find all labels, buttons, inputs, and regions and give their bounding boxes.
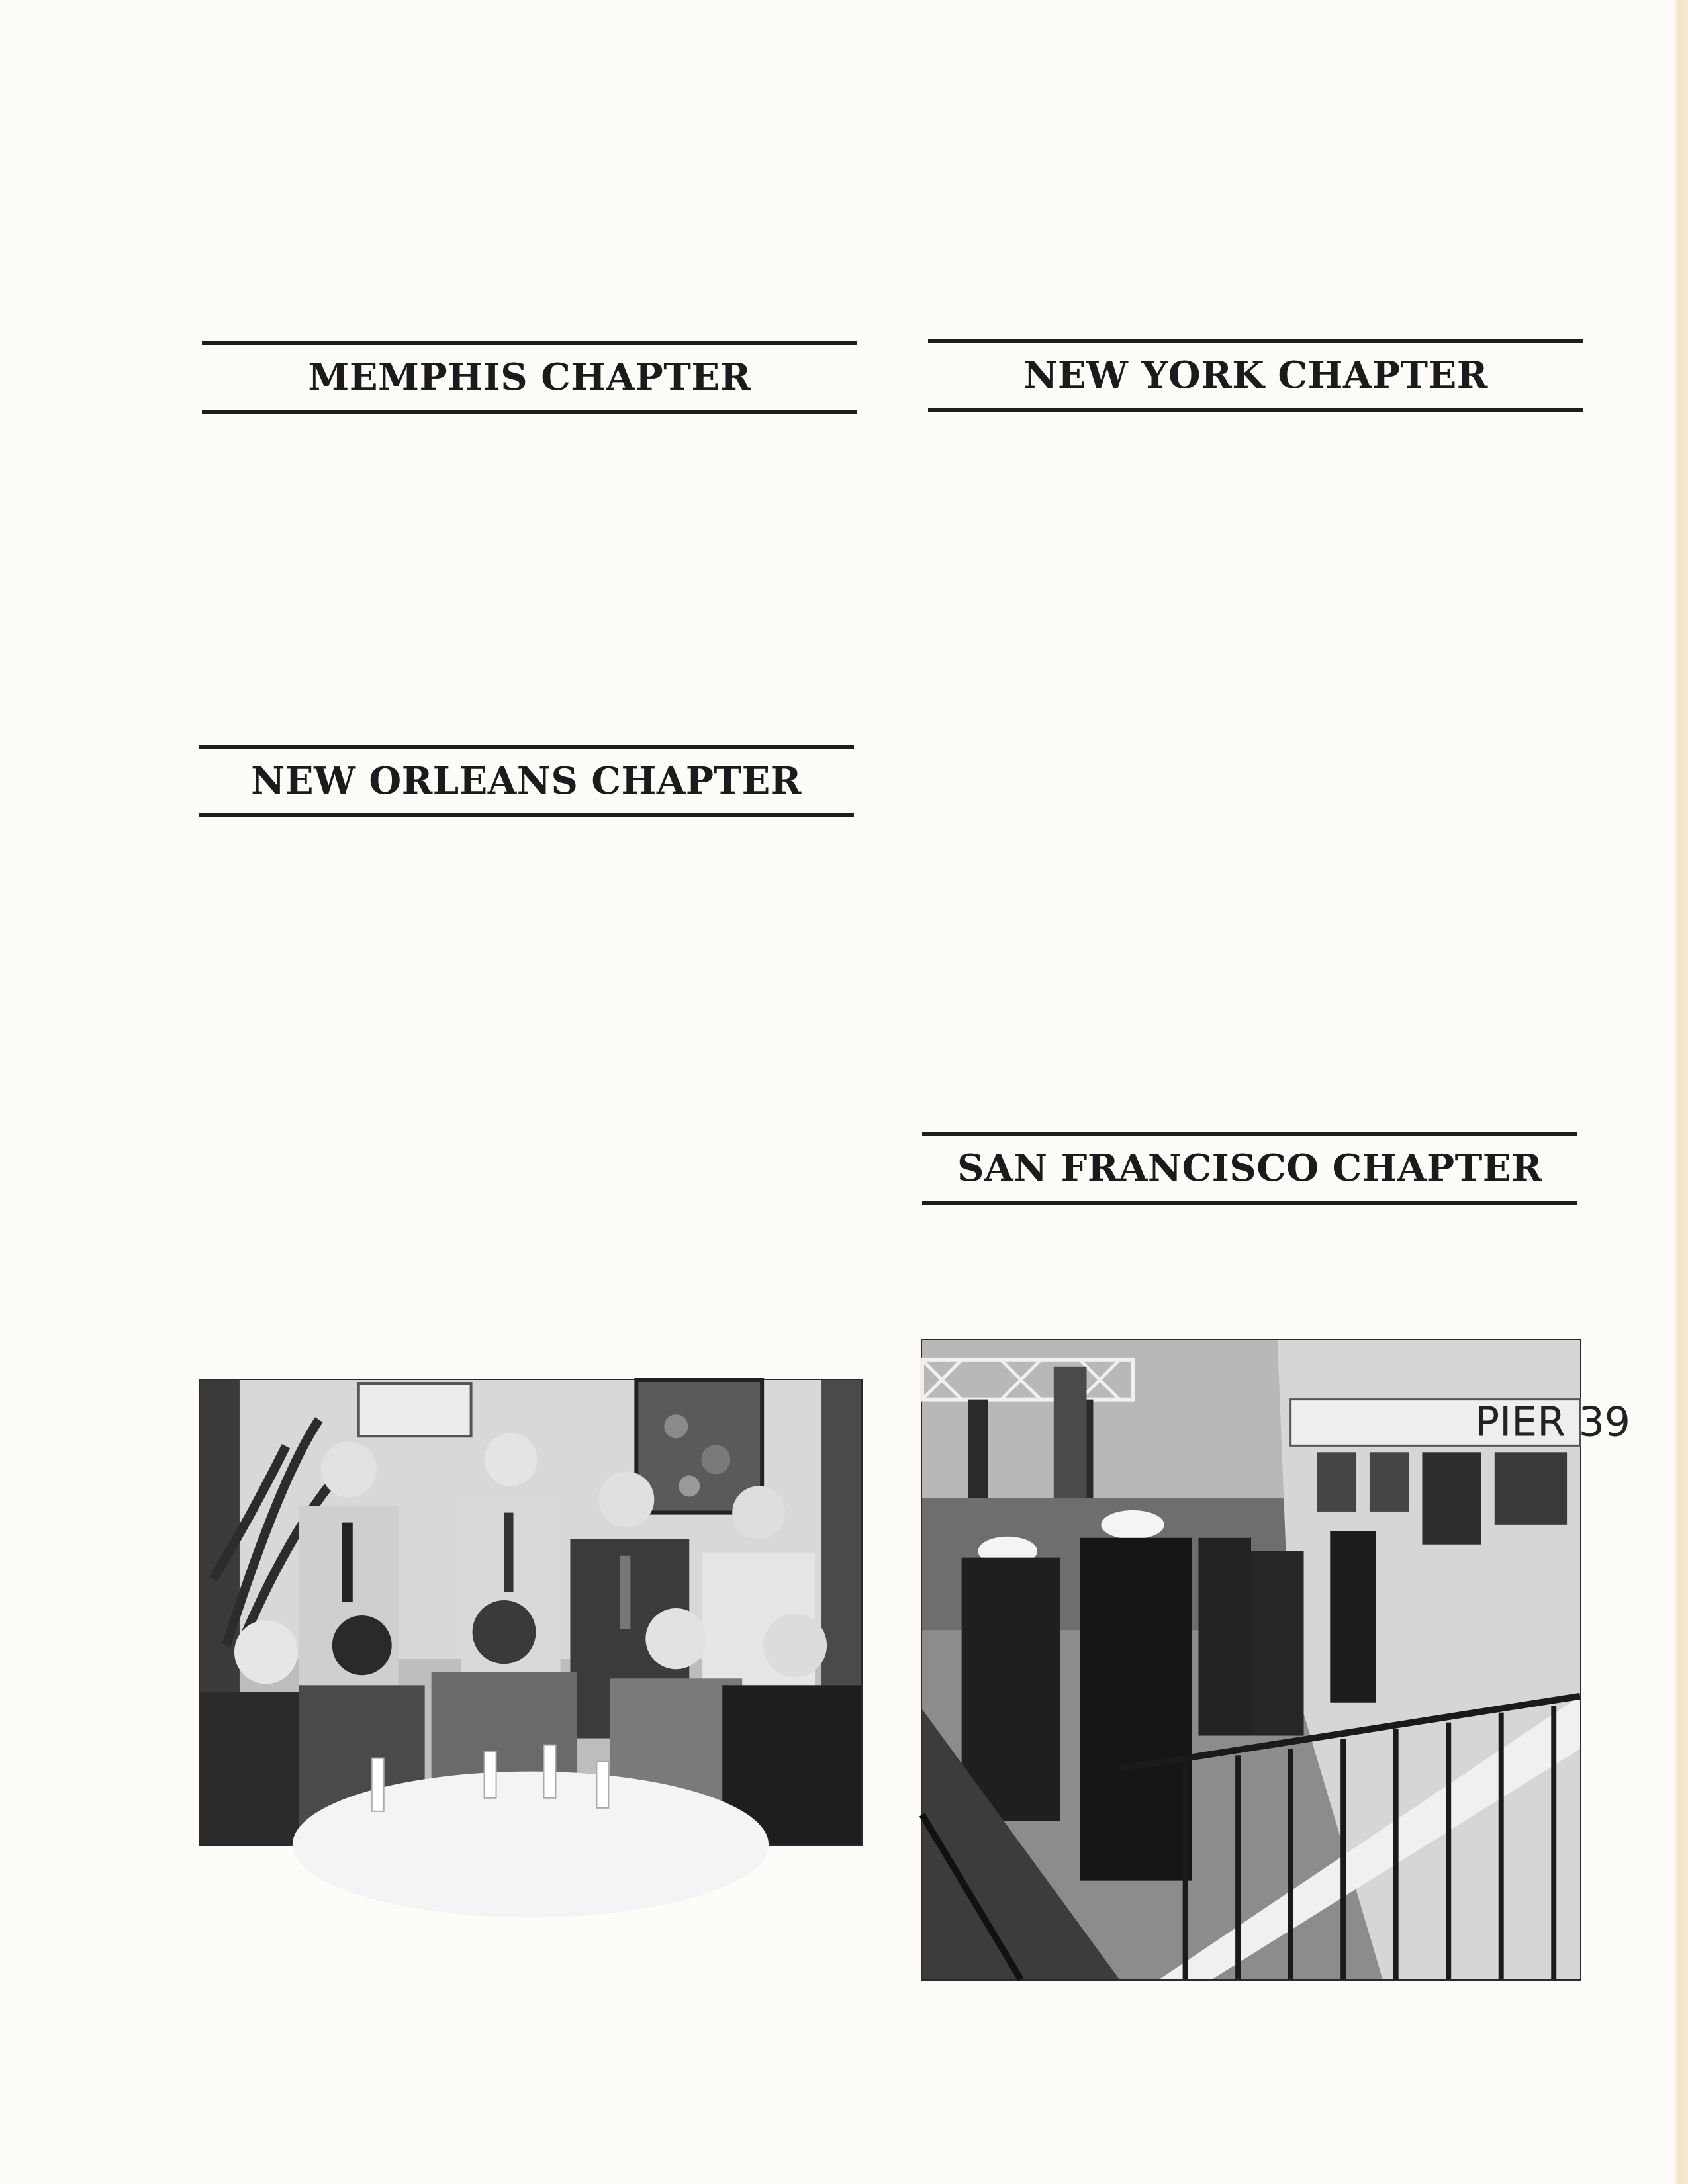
page-edge [1673,0,1688,2184]
san-francisco-chapter-title: SAN FRANCISCO CHAPTER [957,1146,1542,1190]
pier-boarding-photo-image [922,1340,1631,1979]
pier-sign-text: PIER 39 [1474,1398,1631,1446]
san-francisco-chapter-header [922,1132,1577,1205]
new-orleans-chapter-header [199,745,854,817]
pier-boarding-photo [921,1339,1631,1981]
new-orleans-chapter-title: NEW ORLEANS CHAPTER [251,759,802,803]
group-dinner-photo [199,1379,863,1846]
new-york-chapter-title: NEW YORK CHAPTER [1023,353,1488,397]
memphis-chapter-title: MEMPHIS CHAPTER [308,355,751,399]
memphis-chapter-header [202,341,857,414]
group-dinner-photo-image [200,1380,861,1844]
new-york-chapter-header [928,339,1583,412]
